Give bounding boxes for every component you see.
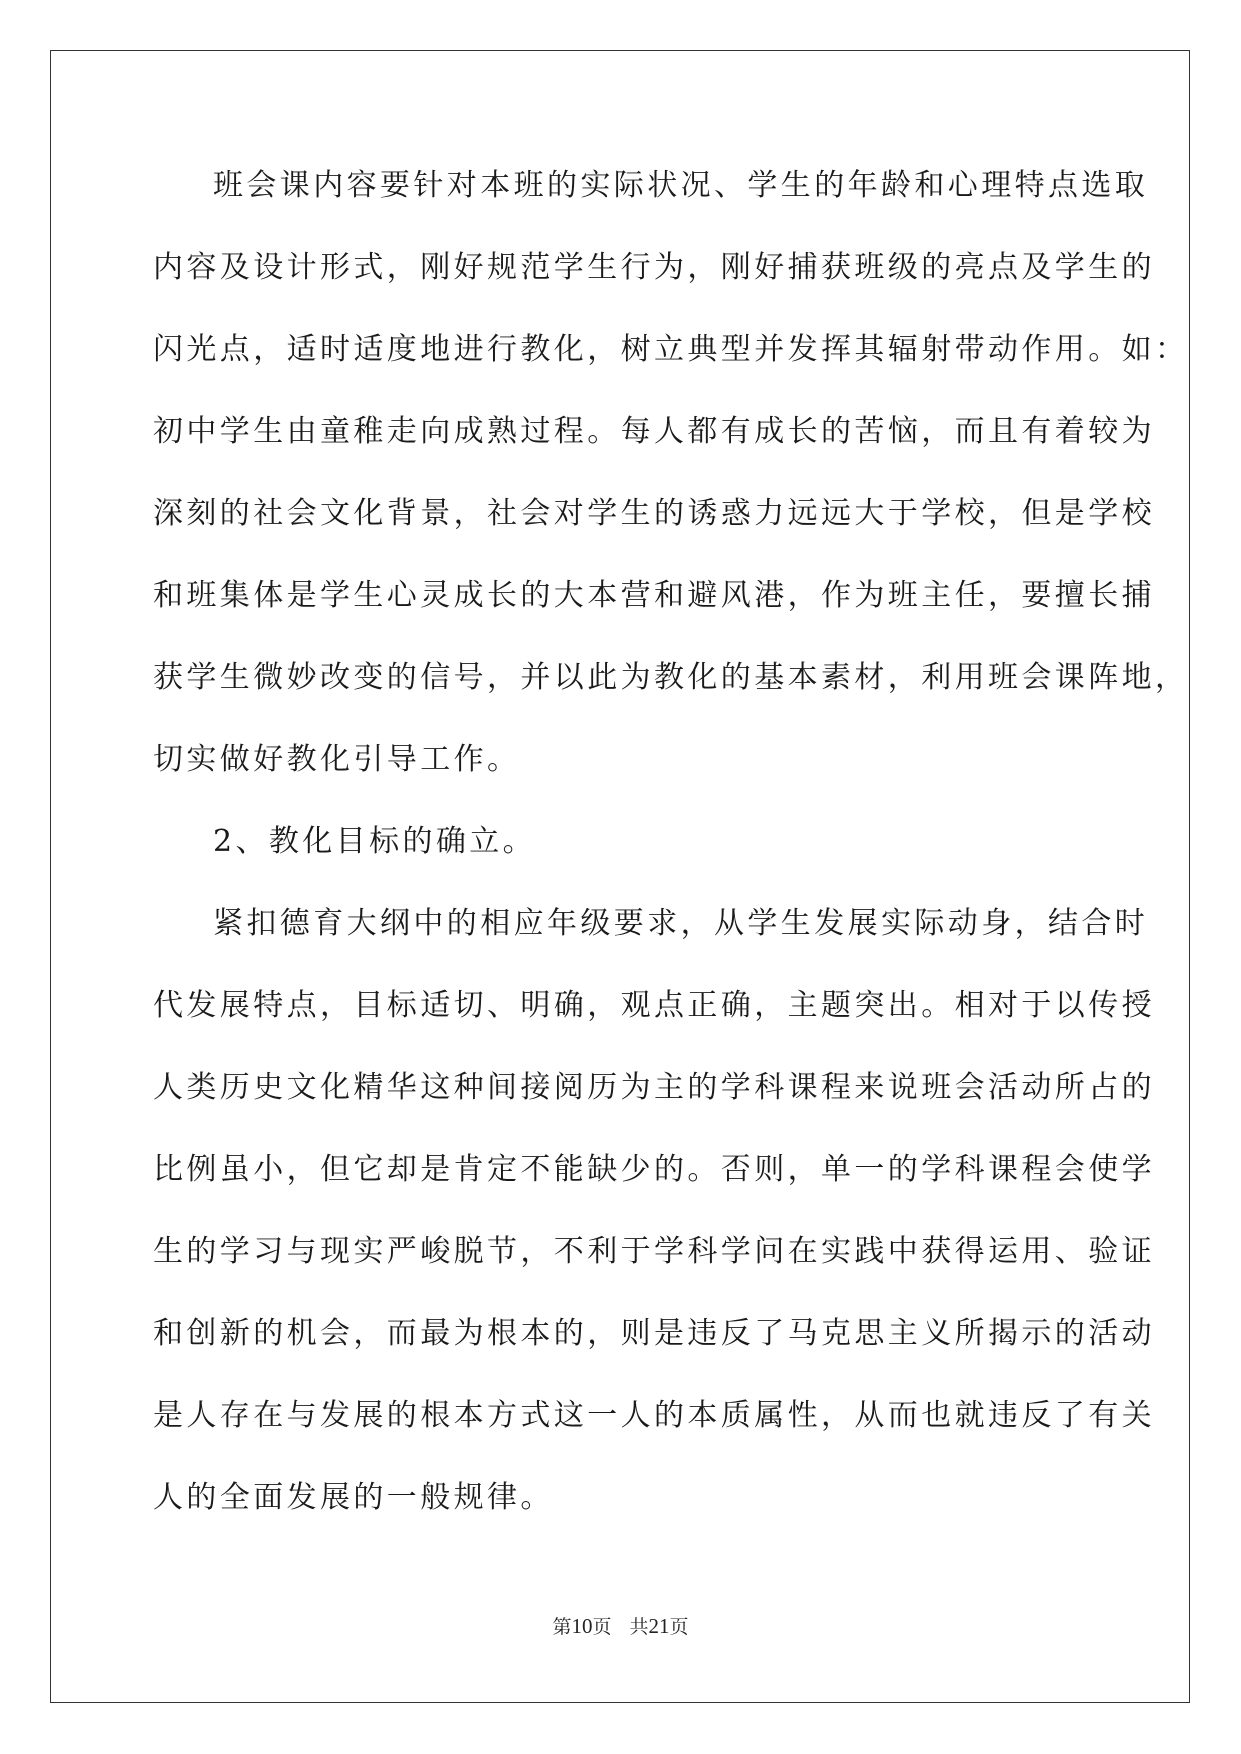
- paragraph-3-line-7: 是人存在与发展的根本方式这一人的本质属性，从而也就违反了有关: [153, 1398, 1155, 1433]
- paragraph-3-line-1: 紧扣德育大纲中的相应年级要求，从学生发展实际动身，结合时: [213, 906, 1149, 941]
- paragraph-1-line-3: 闪光点，适时适度地进行教化，树立典型并发挥其辐射带动作用。如：: [153, 332, 1189, 367]
- total-suffix: 页: [669, 1617, 689, 1638]
- paragraph-1-line-4: 初中学生由童稚走向成熟过程。每人都有成长的苦恼，而且有着较为: [153, 414, 1155, 449]
- paragraph-1-line-8: 切实做好教化引导工作。: [153, 742, 521, 777]
- paragraph-3-line-5: 生的学习与现实严峻脱节，不利于学科学问在实践中获得运用、验证: [153, 1234, 1155, 1269]
- paragraph-1-line-2: 内容及设计形式，刚好规范学生行为，刚好捕获班级的亮点及学生的: [153, 250, 1155, 285]
- page-current: 10: [571, 1614, 593, 1638]
- page-prefix: 第: [552, 1617, 572, 1638]
- total-prefix: 共: [629, 1617, 649, 1638]
- paragraph-3-line-2: 代发展特点，目标适切、明确，观点正确，主题突出。相对于以传授: [153, 988, 1155, 1023]
- paragraph-3-line-6: 和创新的机会，而最为根本的，则是违反了马克思主义所揭示的活动: [153, 1316, 1155, 1351]
- paragraph-3-line-3: 人类历史文化精华这种间接阅历为主的学科课程来说班会活动所占的: [153, 1070, 1155, 1105]
- section-heading: 2、教化目标的确立。: [213, 824, 537, 859]
- document-body: [153, 160, 1189, 1554]
- paragraph-3-line-8: 人的全面发展的一般规律。: [153, 1480, 554, 1515]
- paragraph-1-line-7: 获学生微妙改变的信号，并以此为教化的基本素材，利用班会课阵地，: [153, 660, 1189, 695]
- page-total: 21: [648, 1614, 670, 1638]
- paragraph-1-line-5: 深刻的社会文化背景，社会对学生的诱惑力远远大于学校，但是学校: [153, 496, 1155, 531]
- page-footer: [0, 1612, 1241, 1639]
- page-suffix: 页: [592, 1617, 612, 1638]
- paragraph-1-line-1: 班会课内容要针对本班的实际状况、学生的年龄和心理特点选取: [213, 168, 1149, 203]
- paragraph-1-line-6: 和班集体是学生心灵成长的大本营和避风港，作为班主任，要擅长捕: [153, 578, 1155, 613]
- paragraph-3-line-4: 比例虽小，但它却是肯定不能缺少的。否则，单一的学科课程会使学: [153, 1152, 1155, 1187]
